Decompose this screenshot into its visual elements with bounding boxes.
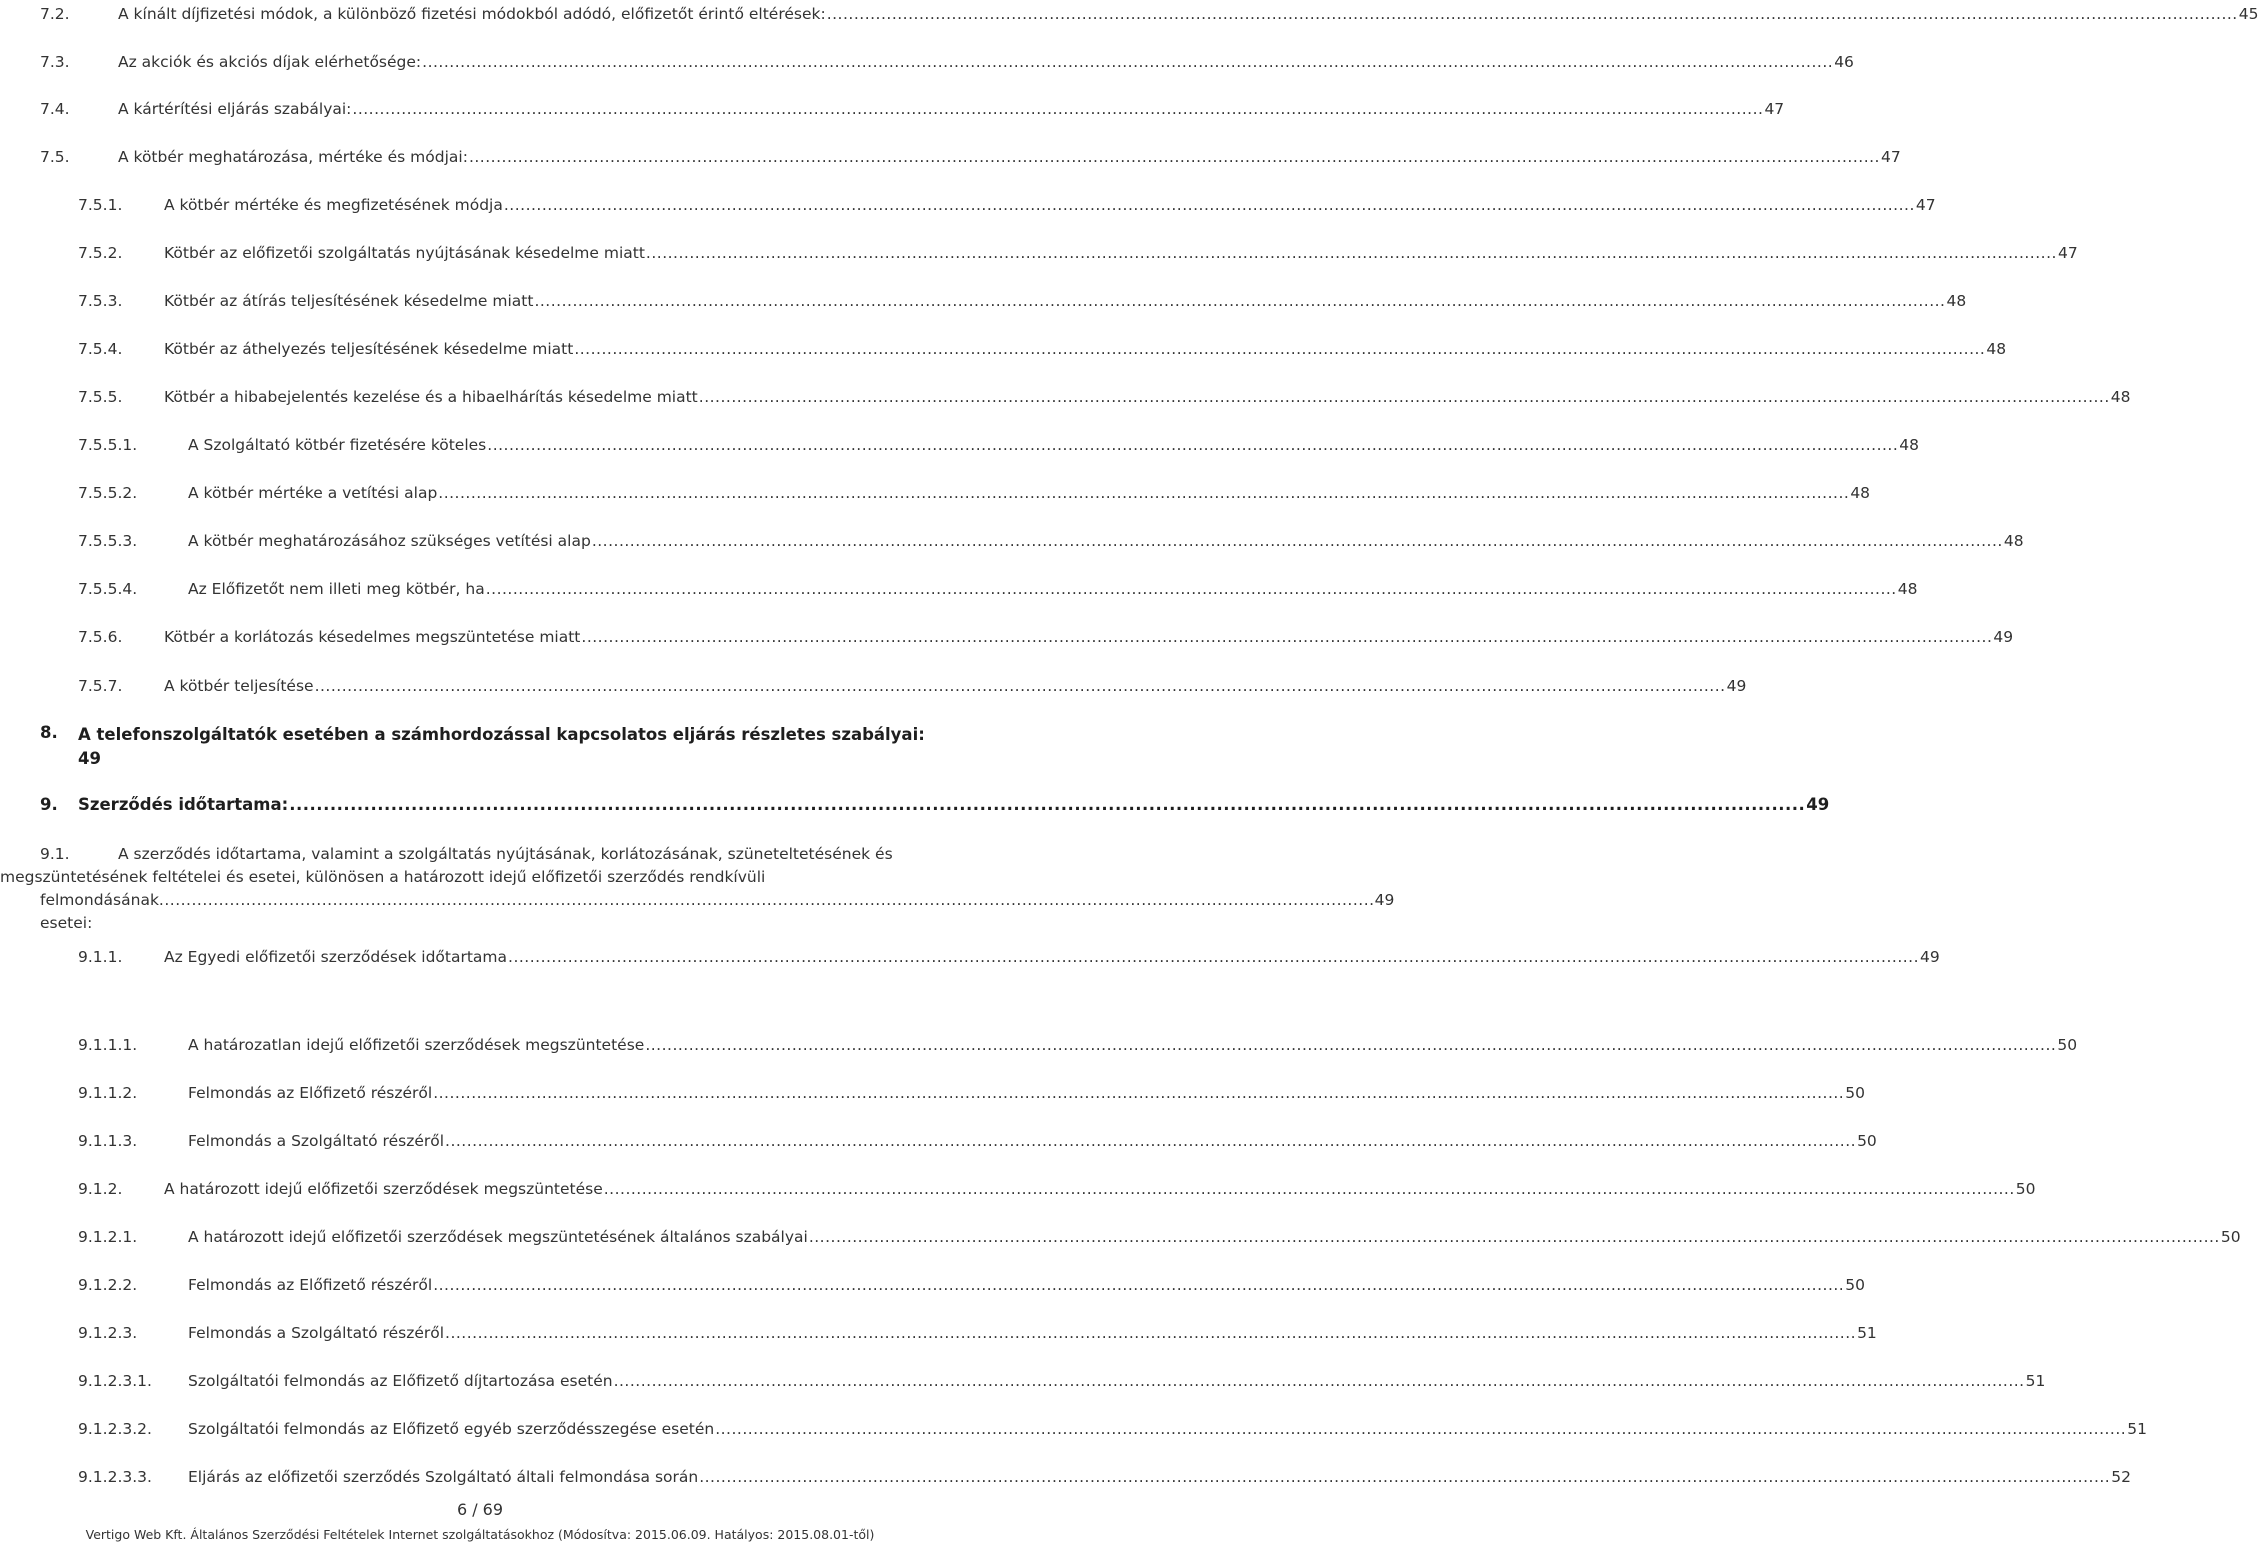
toc-entry-number: 9.1.2. <box>78 1180 123 1198</box>
toc-entry-number: 9.1.1. <box>78 948 123 966</box>
toc-entry-number: 9.1.2.2. <box>78 1276 138 1294</box>
toc-entry-page: 47 <box>1764 100 1785 118</box>
toc-entry-number: 9.1.2.3.2. <box>78 1420 152 1438</box>
dot-leader: .................................................................................................................................................................................................................................................................... <box>438 484 1850 502</box>
dot-leader: .................................................................................................................................................................................................................................................................... <box>826 5 2238 23</box>
toc-entry-number: 7.5.5.2. <box>78 484 138 502</box>
toc-entry-page: 47 <box>1880 148 1901 166</box>
toc-entry-number: 7.5.1. <box>78 196 123 214</box>
toc-entry-number: 9.1.1.2. <box>78 1084 138 1102</box>
toc-entry-number: 9.1.2.1. <box>78 1228 138 1246</box>
dot-leader: .................................................................................................................................................................................................................................................................... <box>503 196 1915 214</box>
toc-entry-title: A kötbér teljesítése <box>164 677 314 695</box>
toc-entry-title: A Szolgáltató kötbér fizetésére köteles <box>188 436 487 454</box>
dot-leader: .................................................................................................................................................................................................................................................................... <box>433 1084 1845 1102</box>
toc-entry-page: 49 <box>78 749 101 768</box>
dot-leader: .................................................................................................................................................................................................................................................................... <box>534 292 1946 310</box>
dot-leader: .................................................................................................................................................................................................................................................................... <box>581 628 1993 646</box>
toc-entry-page: 50 <box>1845 1084 1865 1102</box>
dot-leader: .................................................................................................................................................................................................................................................................... <box>613 1372 2025 1390</box>
dot-leader: .................................................................................................................................................................................................................................................................... <box>485 580 1897 598</box>
dot-leader: .................................................................................................................................................................................................................................................................... <box>603 1180 2015 1198</box>
toc-entry-page: 48 <box>1899 436 1920 454</box>
toc-entry-title: A határozatlan idejű előfizetői szerződések megszüntetése <box>188 1036 645 1054</box>
toc-entry-number: 9.1.2.3.3. <box>78 1468 152 1486</box>
toc-entry-page: 50 <box>1857 1132 1877 1150</box>
page-number: 6 / 69 <box>456 1500 504 1519</box>
toc-entry-page: 49 <box>1920 948 1940 966</box>
toc-entry-title: Kötbér az átírás teljesítésének késedelme miatt <box>164 292 534 310</box>
toc-entry-page: 48 <box>2003 532 2024 550</box>
toc-entry-number: 9.1.1.1. <box>78 1036 138 1054</box>
toc-entry-number: 7.5.5.4. <box>78 580 138 598</box>
toc-entry-number: 9.1.1.3. <box>78 1132 138 1150</box>
toc-entry-number: 7.5.6. <box>78 628 123 646</box>
dot-leader: ................................................................................................................................................................................................................................ <box>158 891 1375 909</box>
dot-leader: ................................................................................................................................................................................................................................ <box>289 795 1806 814</box>
toc-entry-page: 49 <box>1806 795 1830 814</box>
toc-entry-number: 9.1. <box>40 845 70 863</box>
dot-leader: .................................................................................................................................................................................................................................................................... <box>468 148 1880 166</box>
dot-leader: .................................................................................................................................................................................................................................................................... <box>699 1468 2111 1486</box>
toc-entry-title: Felmondás az Előfizető részéről <box>188 1084 433 1102</box>
toc-entry-title: A kötbér mértéke és megfizetésének módja <box>164 196 503 214</box>
dot-leader: .................................................................................................................................................................................................................................................................... <box>645 244 2057 262</box>
toc-entry-title: Kötbér az áthelyezés teljesítésének késedelme miatt <box>164 340 574 358</box>
toc-entry-title: Felmondás az Előfizető részéről <box>188 1276 433 1294</box>
footer-text: Vertigo Web Kft. Általános Szerződési Feltételek Internet szolgáltatásokhoz (Módosítva: 2015.06.09. Hatályos: 2015.08.01-től) <box>85 1527 875 1542</box>
toc-entry-number: 7.3. <box>40 53 70 71</box>
toc-entry-number: 8. <box>40 723 58 742</box>
toc-entry-number: 7.5.4. <box>78 340 123 358</box>
toc-entry-title: Az akciók és akciós díjak elérhetősége: <box>118 53 422 71</box>
toc-entry-page: 49 <box>1374 891 1395 909</box>
toc-entry-title-line-2: megszüntetésének feltételei és esetei, különösen a határozott idejű előfizetői szerződés rendkívüli <box>0 868 766 886</box>
toc-entry-page: 51 <box>1857 1324 1877 1342</box>
dot-leader: .................................................................................................................................................................................................................................................................... <box>591 532 2003 550</box>
toc-entry-number: 7.4. <box>40 100 70 118</box>
toc-entry-page: 48 <box>1946 292 1967 310</box>
dot-leader: .................................................................................................................................................................................................................................................................... <box>715 1420 2127 1438</box>
toc-entry-title: Szerződés időtartama: <box>78 795 289 814</box>
toc-entry-title: Kötbér a korlátozás késedelmes megszüntetése miatt <box>164 628 581 646</box>
toc-entry-number: 9.1.2.3. <box>78 1324 138 1342</box>
dot-leader: .................................................................................................................................................................................................................................................................... <box>808 1228 2220 1246</box>
toc-entry-title: A kötbér mértéke a vetítési alap <box>188 484 438 502</box>
dot-leader: .................................................................................................................................................................................................................................................................... <box>314 677 1726 695</box>
toc-entry-title: Felmondás a Szolgáltató részéről <box>188 1132 445 1150</box>
toc-entry-title: Szolgáltatói felmondás az Előfizető díjtartozása esetén <box>188 1372 613 1390</box>
toc-entry-number: 7.5.5.1. <box>78 436 138 454</box>
toc-entry-number: 7.5.5. <box>78 388 123 406</box>
toc-entry-title: Szolgáltatói felmondás az Előfizető egyéb szerződésszegése esetén <box>188 1420 715 1438</box>
page-footer <box>0 0 960 1547</box>
toc-entry-page: 51 <box>2025 1372 2046 1390</box>
toc-entry-title-line-1: A szerződés időtartama, valamint a szolgáltatás nyújtásának, korlátozásának, szüneteltetésének és <box>118 845 893 863</box>
toc-entry-title: A határozott idejű előfizetői szerződések megszüntetése <box>164 1180 603 1198</box>
toc-entry-title-line-3: felmondásának esetei: <box>40 891 159 932</box>
toc-entry-page: 48 <box>1986 340 2007 358</box>
toc-entry-page: 49 <box>1726 677 1747 695</box>
toc-entry-title: Az Egyedi előfizetői szerződések időtartama <box>164 948 508 966</box>
toc-entry-number: 7.5.2. <box>78 244 123 262</box>
toc-entry-number: 9.1.2.3.1. <box>78 1372 152 1390</box>
dot-leader: .................................................................................................................................................................................................................................................................... <box>445 1324 1857 1342</box>
toc-entry-title: A kötbér meghatározásához szükséges vetítési alap <box>188 532 591 550</box>
toc-entry-page: 50 <box>2057 1036 2078 1054</box>
toc-entry-page: 48 <box>2110 388 2131 406</box>
dot-leader: .................................................................................................................................................................................................................................................................... <box>698 388 2110 406</box>
toc-entry-title: A határozott idejű előfizetői szerződések megszüntetésének általános szabályai <box>188 1228 808 1246</box>
toc-entry-page: 48 <box>1850 484 1871 502</box>
dot-leader: .................................................................................................................................................................................................................................................................... <box>433 1276 1845 1294</box>
toc-entry-page: 45 <box>2238 5 2258 23</box>
toc-entry-number: 7.5.5.3. <box>78 532 138 550</box>
toc-entry-title: Felmondás a Szolgáltató részéről <box>188 1324 445 1342</box>
toc-entry-number: 7.5.3. <box>78 292 123 310</box>
toc-entry-page: 50 <box>2015 1180 2036 1198</box>
toc-entry-title: Eljárás az előfizetői szerződés Szolgáltató általi felmondása során <box>188 1468 699 1486</box>
dot-leader: .................................................................................................................................................................................................................................................................... <box>487 436 1899 454</box>
dot-leader: .................................................................................................................................................................................................................................................................... <box>508 948 1920 966</box>
dot-leader: .................................................................................................................................................................................................................................................................... <box>352 100 1764 118</box>
toc-entry-number: 7.5.7. <box>78 677 123 695</box>
toc-entry-page: 48 <box>1897 580 1918 598</box>
toc-entry-title: Az Előfizetőt nem illeti meg kötbér, ha <box>188 580 485 598</box>
toc-entry-number: 9. <box>40 795 58 814</box>
toc-entry-title: A kártérítési eljárás szabályai: <box>118 100 352 118</box>
toc-entry-number: 7.2. <box>40 5 70 23</box>
dot-leader: .................................................................................................................................................................................................................................................................... <box>645 1036 2057 1054</box>
toc-entry-page: 46 <box>1834 53 1854 71</box>
toc-entry-title: A kötbér meghatározása, mértéke és módjai: <box>118 148 468 166</box>
toc-entry-page: 47 <box>2057 244 2078 262</box>
dot-leader: .................................................................................................................................................................................................................................................................... <box>445 1132 1857 1150</box>
toc-entry-number: 7.5. <box>40 148 70 166</box>
toc-entry-title: A telefonszolgáltatók esetében a számhordozással kapcsolatos eljárás részletes szabályai: <box>78 725 925 744</box>
toc-entry-page: 49 <box>1993 628 2014 646</box>
toc-entry-page: 47 <box>1915 196 1936 214</box>
toc-entry-page: 51 <box>2127 1420 2147 1438</box>
toc-entry-title: Kötbér az előfizetői szolgáltatás nyújtásának késedelme miatt <box>164 244 645 262</box>
toc-entry-page: 50 <box>2220 1228 2241 1246</box>
toc-entry-page: 52 <box>2111 1468 2131 1486</box>
dot-leader: .................................................................................................................................................................................................................................................................... <box>422 53 1834 71</box>
toc-entry-title: A kínált díjfizetési módok, a különböző fizetési módokból adódó, előfizetőt érintő eltérések: <box>118 5 826 23</box>
dot-leader: .................................................................................................................................................................................................................................................................... <box>574 340 1986 358</box>
toc-entry-page: 50 <box>1845 1276 1865 1294</box>
toc-entry-title: Kötbér a hibabejelentés kezelése és a hibaelhárítás késedelme miatt <box>164 388 698 406</box>
